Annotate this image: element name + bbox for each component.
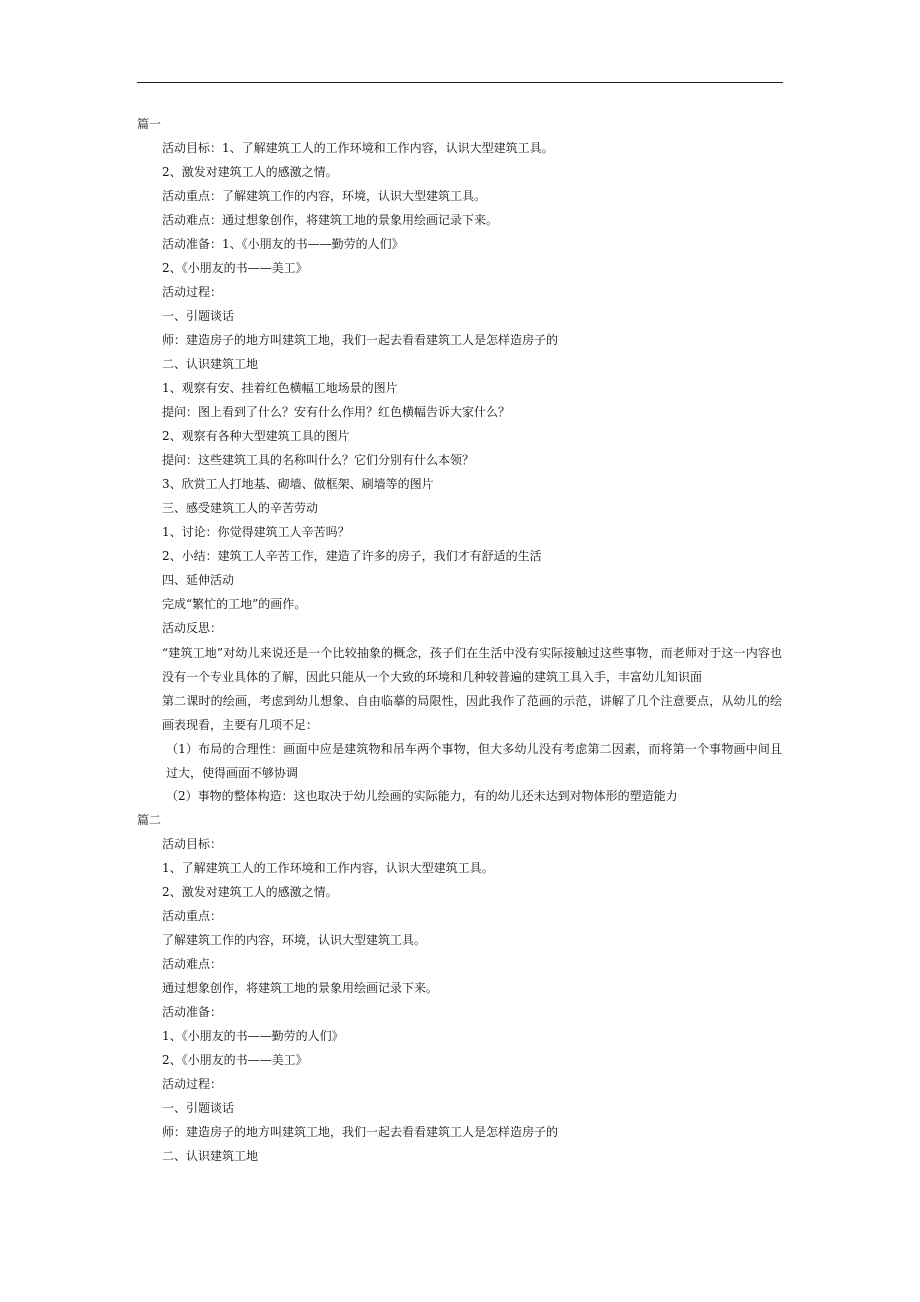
paragraph: 二、认识建筑工地 xyxy=(162,357,259,371)
paragraph: 2、《小朋友的书——美工》 xyxy=(162,261,308,275)
reflection-paragraph: “建筑工地”对幼儿来说还是一个比较抽象的概念，孩子们在生活中没有实际接触过这些事物，而老师对于这一内容也没有一个专业具体的了解，因此只能从一个大致的环境和几种较普遍的建筑工具入手，丰富幼儿知识面 xyxy=(162,646,782,684)
paragraph: 1、讨论：你觉得建筑工人辛苦吗？ xyxy=(162,525,350,539)
paragraph: 师：建造房子的地方叫建筑工地，我们一起去看看建筑工人是怎样造房子的 xyxy=(162,1125,559,1139)
paragraph: 活动目标：1、了解建筑工人的工作环境和工作内容，认识大型建筑工具。 xyxy=(162,141,554,155)
paragraph: 四、延伸活动 xyxy=(162,573,235,587)
paragraph: 活动过程： xyxy=(162,285,223,299)
paragraph: 提问：这些建筑工具的名称叫什么？它们分别有什么本领？ xyxy=(162,453,475,467)
paragraph: 2、观察有各种大型建筑工具的图片 xyxy=(162,429,350,443)
paragraph: 活动重点： xyxy=(162,909,223,923)
section-heading: 篇二 xyxy=(137,813,162,827)
paragraph: 2、激发对建筑工人的感激之情。 xyxy=(162,885,338,899)
paragraph: 二、认识建筑工地 xyxy=(162,1149,259,1163)
paragraph: 活动目标： xyxy=(162,837,223,851)
reflection-paragraph: （1）布局的合理性：画面中应是建筑物和吊车两个事物，但大多幼儿没有考虑第二因素，而将第一个事物画中间且过大，使得画面不够协调 xyxy=(166,742,782,780)
paragraph: 三、感受建筑工人的辛苦劳动 xyxy=(162,501,319,515)
paragraph: 2、激发对建筑工人的感激之情。 xyxy=(162,165,338,179)
paragraph: 活动难点： xyxy=(162,957,223,971)
paragraph: 了解建筑工作的内容，环境，认识大型建筑工具。 xyxy=(162,933,427,947)
paragraph: 1、了解建筑工人的工作环境和工作内容，认识大型建筑工具。 xyxy=(162,861,494,875)
section-heading: 篇一 xyxy=(137,117,162,131)
paragraph: 活动过程： xyxy=(162,1077,223,1091)
paragraph: 通过想象创作，将建筑工地的景象用绘画记录下来。 xyxy=(162,981,439,995)
paragraph: 一、引题谈话 xyxy=(162,309,235,323)
paragraph: 提问：图上看到了什么？安有什么作用？红色横幅告诉大家什么？ xyxy=(162,405,511,419)
paragraph: 活动重点：了解建筑工作的内容，环境，认识大型建筑工具。 xyxy=(162,189,487,203)
paragraph: 3、欣赏工人打地基、砌墙、做框架、刷墙等的图片 xyxy=(162,477,434,491)
reflection-paragraph: 第二课时的绘画，考虑到幼儿想象、自由临摹的局限性，因此我作了范画的示范，讲解了几个注意要点，从幼儿的绘画表现看，主要有几项不足： xyxy=(162,694,782,732)
paragraph: 师：建造房子的地方叫建筑工地，我们一起去看看建筑工人是怎样造房子的 xyxy=(162,333,559,347)
paragraph: 活动准备： xyxy=(162,1005,223,1019)
paragraph: 2、《小朋友的书——美工》 xyxy=(162,1053,308,1067)
paragraph: 2、小结：建筑工人辛苦工作，建造了许多的房子，我们才有舒适的生活 xyxy=(162,549,542,563)
header-rule xyxy=(137,82,783,83)
paragraph: 一、引题谈话 xyxy=(162,1101,235,1115)
paragraph: 活动难点：通过想象创作，将建筑工地的景象用绘画记录下来。 xyxy=(162,213,499,227)
paragraph: 1、《小朋友的书——勤劳的人们》 xyxy=(162,1029,344,1043)
paragraph: 活动准备：1、《小朋友的书——勤劳的人们》 xyxy=(162,237,404,251)
paragraph: 完成“繁忙的工地”的画作。 xyxy=(162,597,307,611)
paragraph: 活动反思： xyxy=(162,621,223,635)
reflection-paragraph: （2）事物的整体构造：这也取决于幼儿绘画的实际能力，有的幼儿还未达到对物体形的塑造能力 xyxy=(166,789,678,803)
paragraph: 1、观察有安、挂着红色横幅工地场景的图片 xyxy=(162,381,398,395)
